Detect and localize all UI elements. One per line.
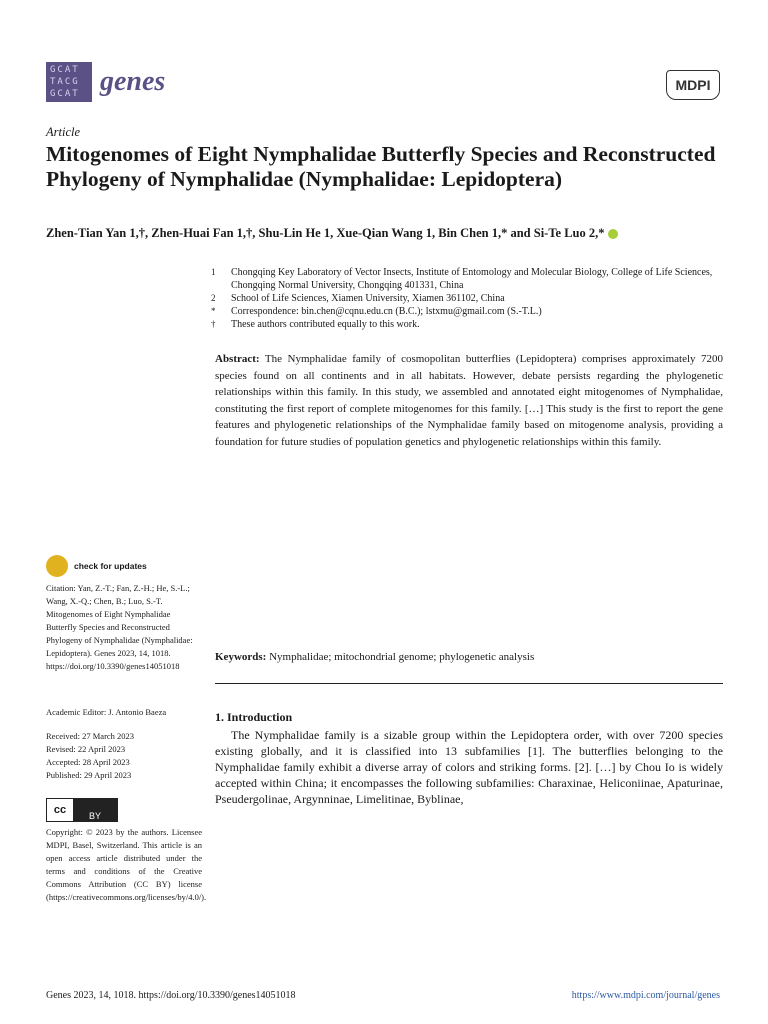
affiliation-text: School of Life Sciences, Xiamen University, Xiamen 361102, China [231, 293, 505, 304]
article-type: Article [46, 125, 81, 139]
gcat-line: GCAT [50, 65, 80, 75]
gcat-logo-mark [46, 62, 92, 102]
gcat-line: GCAT [50, 89, 80, 99]
check-for-updates-button[interactable] [46, 555, 147, 577]
affiliations [211, 266, 726, 331]
correspondence-text: Correspondence: bin.chen@cqnu.edu.cn (B.C.); lstxmu@gmail.com (S.-T.L.) [231, 306, 542, 317]
keywords-text: Nymphalidae; mitochondrial genome; phylogenetic analysis [269, 651, 535, 663]
author-names: Zhen-Tian Yan 1,†, Zhen-Huai Fan 1,†, Shu-Lin He 1, Xue-Qian Wang 1, Bin Chen 1,* and Si-Te Luo 2,* [46, 226, 605, 240]
article-title: Mitogenomes of Eight Nymphalidae Butterfly Species and Reconstructed Phylogeny of Nymphalidae (Nymphalidae: Lepidoptera) [46, 142, 716, 191]
affiliation-mark: 2 [211, 293, 216, 303]
check-updates-icon [46, 555, 68, 577]
by-icon: BY [73, 799, 117, 821]
footer-journal-link[interactable]: https://www.mdpi.com/journal/genes [571, 990, 720, 1001]
copyright-notice: Copyright: © 2023 by the authors. Licensee MDPI, Basel, Switzerland. This article is an open access article distributed under the terms and conditions of the Creative Commons Attribution (CC BY) license (https://creativecommons.org/licenses/by/4.0/). [46, 827, 207, 902]
author-list [46, 226, 726, 241]
revised-date: Revised: 22 April 2023 [46, 744, 126, 754]
cc-icon: cc [53, 804, 67, 816]
journal-logo[interactable] [46, 62, 165, 102]
affiliation-mark: 1 [211, 267, 216, 277]
publication-dates [46, 730, 202, 782]
affiliation-item [211, 266, 726, 292]
received-date: Received: 27 March 2023 [46, 731, 135, 741]
section-divider [215, 683, 723, 684]
gcat-line: TACG [50, 77, 80, 87]
section-heading: 1. Introduction [215, 710, 293, 724]
affiliation-mark: * [211, 306, 216, 316]
orcid-icon[interactable] [608, 229, 618, 239]
equal-contribution-note [211, 318, 726, 331]
abstract-label: Abstract: [215, 353, 260, 365]
affiliation-item [211, 292, 726, 305]
citation-block: Citation: Yan, Z.-T.; Fan, Z.-H.; He, S.-L.; Wang, X.-Q.; Chen, B.; Luo, S.-T. Mitogenomes of Eight Nymphalidae Butterfly Species and Reconstructed Phylogeny of Nymphalidae (Nymphalidae: Lepidoptera). Genes 2023, 14, 1018. https://doi.org/10.3390/genes14051018 [46, 583, 193, 671]
equal-contribution-text: These authors contributed equally to this work. [231, 319, 420, 330]
abstract [215, 351, 723, 450]
keywords-label: Keywords: [215, 651, 267, 663]
accepted-date: Accepted: 28 April 2023 [46, 757, 130, 767]
keywords [215, 651, 723, 663]
intro-paragraph: The Nymphalidae family is a sizable group within the Lepidoptera order, with over 7200 species existing globally, and it is classified into 13 subfamilies [1]. The butterflies belonging to the Nymphalidae family exhibit a diverse array of colors and striking forms. [2]. […] by Chou Io is widely accepted within China; it encompasses the following subfamilies: Charaxinae, Heliconiinae, Apaturinae, Pseudergolinae, Argynninae, Limelitinae, Byblinae, [215, 728, 723, 806]
footer-citation[interactable]: Genes 2023, 14, 1018. https://doi.org/10.3390/genes14051018 [46, 990, 296, 1001]
cc-by-license-logo[interactable] [46, 798, 118, 822]
correspondence-item [211, 305, 726, 318]
journal-name: genes [100, 66, 166, 97]
abstract-text: The Nymphalidae family of cosmopolitan butterflies (Lepidoptera) comprises approximately 7200 species found on all continents and in all habitats. However, debate persists regarding the phylogenetic relationships within this family. In this study, we assembled and annotated eight mitogenomes of Nymphalidae, constituting the first report of complete mitogenomes for this family. […] This study is the first to report the gene features and phylogenetic relationships of the Nymphalidae family based on mitogenome analysis, providing a foundation for future studies of population genetics and phylogenetic relationships within this family. [215, 353, 723, 448]
published-date: Published: 29 April 2023 [46, 770, 132, 780]
check-updates-label: check for updates [74, 561, 147, 571]
affiliation-mark: † [211, 319, 216, 329]
academic-editor: Academic Editor: J. Antonio Baeza [46, 707, 167, 717]
affiliation-text: Chongqing Key Laboratory of Vector Insects, Institute of Entomology and Molecular Biology, College of Life Sciences, Chongqing Normal University, Chongqing 401331, China [231, 267, 713, 291]
publisher-logo[interactable]: MDPI [666, 70, 720, 100]
